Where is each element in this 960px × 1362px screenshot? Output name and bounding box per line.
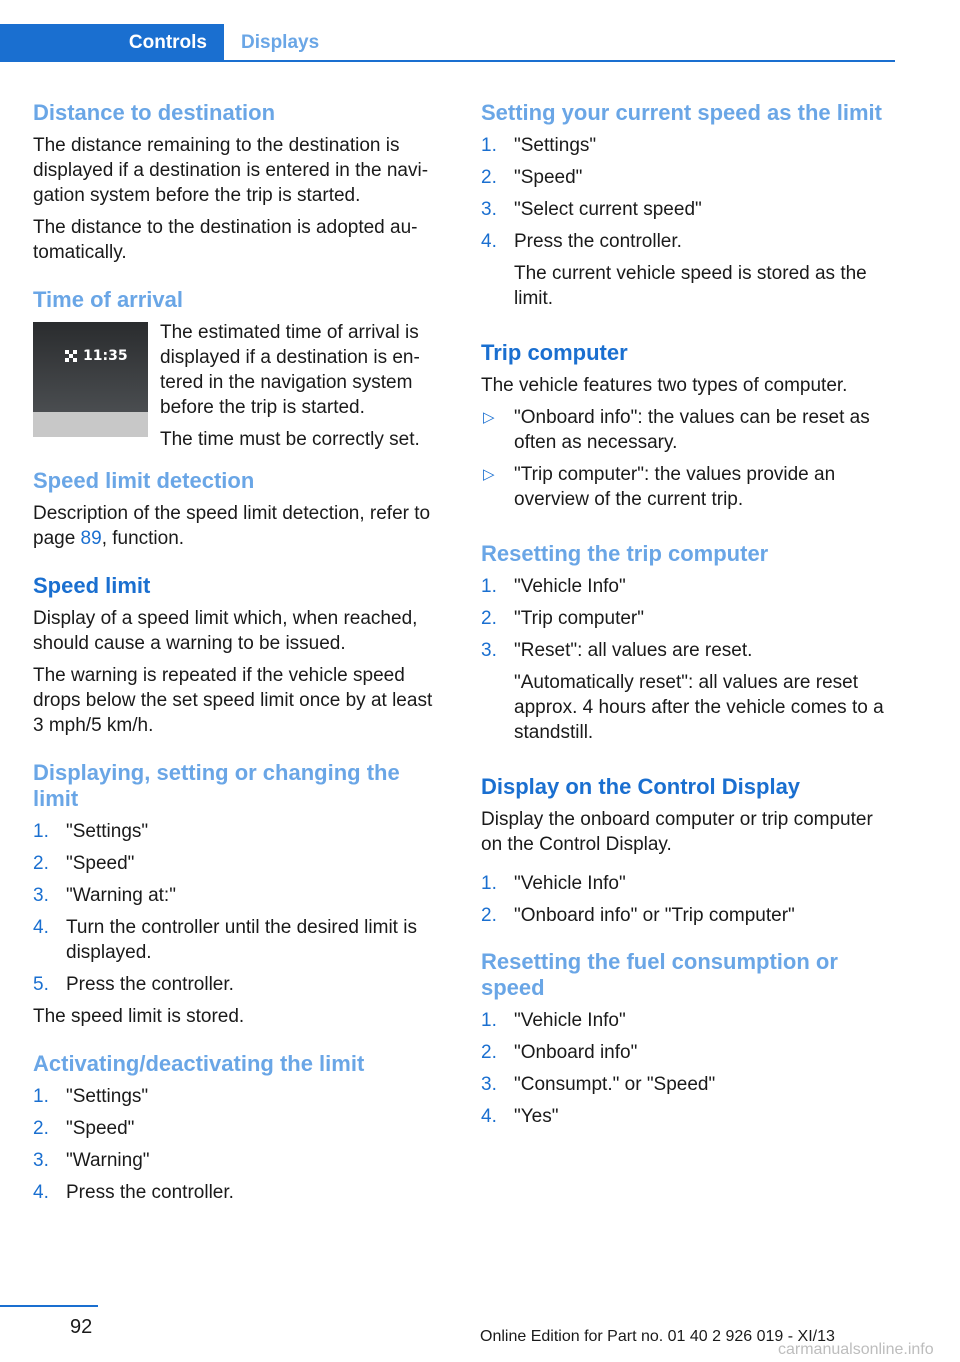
list-item: [481, 1008, 897, 1033]
step-text: "Settings": [514, 135, 597, 156]
tab-displays[interactable]: Displays: [241, 32, 320, 53]
step-number: 4.: [33, 917, 49, 938]
list-item: [481, 1040, 897, 1065]
paragraph: The speed limit is stored.: [33, 1006, 245, 1027]
step-number: 2.: [481, 1042, 497, 1063]
list-item: [481, 229, 897, 254]
watermark-text: carmanualsonline.info: [778, 1341, 934, 1358]
list-item: [33, 1084, 445, 1109]
list-item: [33, 851, 445, 876]
bullet-text: "Onboard info": the values can be reset as often as necessary.: [514, 407, 870, 453]
step-text: "Vehicle Info": [514, 873, 626, 894]
list-item: [481, 638, 897, 663]
triangle-bullet-icon: ▷: [483, 466, 495, 483]
step-number: 5.: [33, 974, 49, 995]
step-number: 2.: [33, 853, 49, 874]
heading-time-of-arrival: Time of arrival: [33, 287, 183, 312]
header-tabs: [0, 24, 895, 62]
steps-list: [33, 819, 445, 997]
step-number: 3.: [33, 885, 49, 906]
step-number: 2.: [481, 608, 497, 629]
steps-list: [481, 1008, 897, 1129]
step-text: "Reset": all values are reset.: [514, 640, 753, 661]
step-number: 3.: [481, 199, 497, 220]
paragraph: The vehicle features two types of computer.: [481, 375, 848, 396]
list-item: [481, 133, 897, 158]
heading-speed-limit: Speed limit: [33, 573, 151, 598]
step-text: "Vehicle Info": [514, 1010, 626, 1031]
header-divider: [0, 60, 895, 62]
page-number: 92: [70, 1316, 93, 1338]
heading-distance-to-destination: Distance to destination: [33, 100, 276, 125]
paragraph: The estimated time of arrival is displayed if a destination is en-tered in the navigation system before the trip is started.: [160, 322, 420, 418]
list-item: [481, 1072, 897, 1097]
heading-activating-deactivating-limit: Activating/deactivating the limit: [33, 1051, 365, 1076]
heading-trip-computer: Trip computer: [481, 340, 628, 365]
left-column: [33, 100, 445, 1212]
step-number: 4.: [481, 231, 497, 252]
step-text: "Onboard info" or "Trip computer": [514, 905, 795, 926]
step-number: 2.: [481, 167, 497, 188]
step-subtext: The current vehicle speed is stored as the limit.: [514, 263, 867, 309]
step-text: "Speed": [514, 167, 583, 188]
step-text: Press the controller.: [66, 974, 234, 995]
heading-resetting-fuel-consumption: Resetting the fuel consumption or speed: [481, 949, 838, 1000]
heading-display-on-control-display: Display on the Control Display: [481, 774, 801, 799]
triangle-bullet-icon: ▷: [483, 409, 495, 426]
paragraph: The distance to the destination is adopted au-tomatically.: [33, 217, 418, 263]
list-item: [481, 405, 897, 455]
steps-list: [481, 133, 897, 254]
list-item: [481, 871, 897, 896]
step-text: "Speed": [66, 853, 135, 874]
step-text: Turn the controller until the desired limit is displayed.: [66, 917, 417, 963]
time-of-arrival-text: [160, 320, 450, 452]
step-subtext: "Automatically reset": all values are reset approx. 4 hours after the vehicle comes to a standstill.: [514, 672, 884, 743]
text-fragment: , function.: [101, 528, 185, 549]
display-screen: [33, 322, 148, 412]
footer-divider: [0, 1305, 98, 1307]
text-fragment: Description of the speed limit detection, refer to page: [33, 503, 431, 549]
list-item: [33, 1148, 445, 1173]
list-item: [481, 1104, 897, 1129]
step-number: 2.: [33, 1118, 49, 1139]
tab-controls[interactable]: Controls: [0, 24, 224, 62]
step-text: "Warning at:": [66, 885, 176, 906]
step-text: "Consumpt." or "Speed": [514, 1074, 716, 1095]
list-item: [33, 883, 445, 908]
step-number: 1.: [481, 135, 497, 156]
edition-text: Online Edition for Part no. 01 40 2 926 019 - XI/13: [480, 1328, 835, 1345]
list-item: [33, 915, 445, 965]
step-text: "Onboard info": [514, 1042, 638, 1063]
list-item: [33, 1116, 445, 1141]
paragraph: Display of a speed limit which, when reached, should cause a warning to be issued.: [33, 608, 418, 654]
step-text: "Vehicle Info": [514, 576, 626, 597]
step-text: Press the controller.: [66, 1182, 234, 1203]
step-number: 1.: [481, 576, 497, 597]
page-link-89[interactable]: 89: [80, 528, 102, 549]
paragraph: The time must be correctly set.: [160, 429, 420, 450]
heading-resetting-trip-computer: Resetting the trip computer: [481, 541, 769, 566]
heading-speed-limit-detection: Speed limit detection: [33, 468, 255, 493]
bullet-text: "Trip computer": the values provide an overview of the current trip.: [514, 464, 836, 510]
step-text: "Speed": [66, 1118, 135, 1139]
step-text: "Settings": [66, 821, 149, 842]
time-of-arrival-block: [33, 320, 445, 468]
list-item: [481, 462, 897, 512]
paragraph: Display the onboard computer or trip computer on the Control Display.: [481, 809, 873, 855]
arrival-time-display-image: [33, 322, 148, 437]
heading-displaying-setting-limit: Displaying, setting or changing the limit: [33, 760, 400, 811]
step-number: 1.: [481, 1010, 497, 1031]
step-number: 1.: [33, 1086, 49, 1107]
list-item: [33, 819, 445, 844]
list-item: [481, 197, 897, 222]
step-number: 3.: [481, 640, 497, 661]
step-number: 1.: [33, 821, 49, 842]
list-item: [481, 165, 897, 190]
step-number: 4.: [33, 1182, 49, 1203]
steps-list: [33, 1084, 445, 1205]
paragraph: The warning is repeated if the vehicle speed drops below the set speed limit once by at least 3 mph/5 km/h.: [33, 665, 433, 736]
step-text: "Settings": [66, 1086, 149, 1107]
step-number: 1.: [481, 873, 497, 894]
right-column: [481, 100, 897, 1136]
steps-list: [481, 871, 897, 928]
step-text: "Select current speed": [514, 199, 702, 220]
step-text: "Warning": [66, 1150, 150, 1171]
list-item: [481, 903, 897, 928]
list-item: [33, 1180, 445, 1205]
arrival-time-value: 11:35: [83, 348, 128, 364]
step-number: 4.: [481, 1106, 497, 1127]
list-item: [33, 972, 445, 997]
paragraph: [33, 501, 445, 551]
destination-flag-icon: [64, 349, 78, 363]
display-bezel: [33, 412, 148, 437]
step-text: "Yes": [514, 1106, 559, 1127]
steps-list: [481, 574, 897, 663]
step-text: Press the controller.: [514, 231, 682, 252]
paragraph: The distance remaining to the destination is displayed if a destination is entered in the navi-gation system before the trip is started.: [33, 135, 429, 206]
step-text: "Trip computer": [514, 608, 644, 629]
heading-setting-current-speed: Setting your current speed as the limit: [481, 100, 882, 125]
step-number: 2.: [481, 905, 497, 926]
list-item: [481, 606, 897, 631]
step-number: 3.: [33, 1150, 49, 1171]
list-item: [481, 574, 897, 599]
step-number: 3.: [481, 1074, 497, 1095]
bullet-list: [481, 405, 897, 512]
